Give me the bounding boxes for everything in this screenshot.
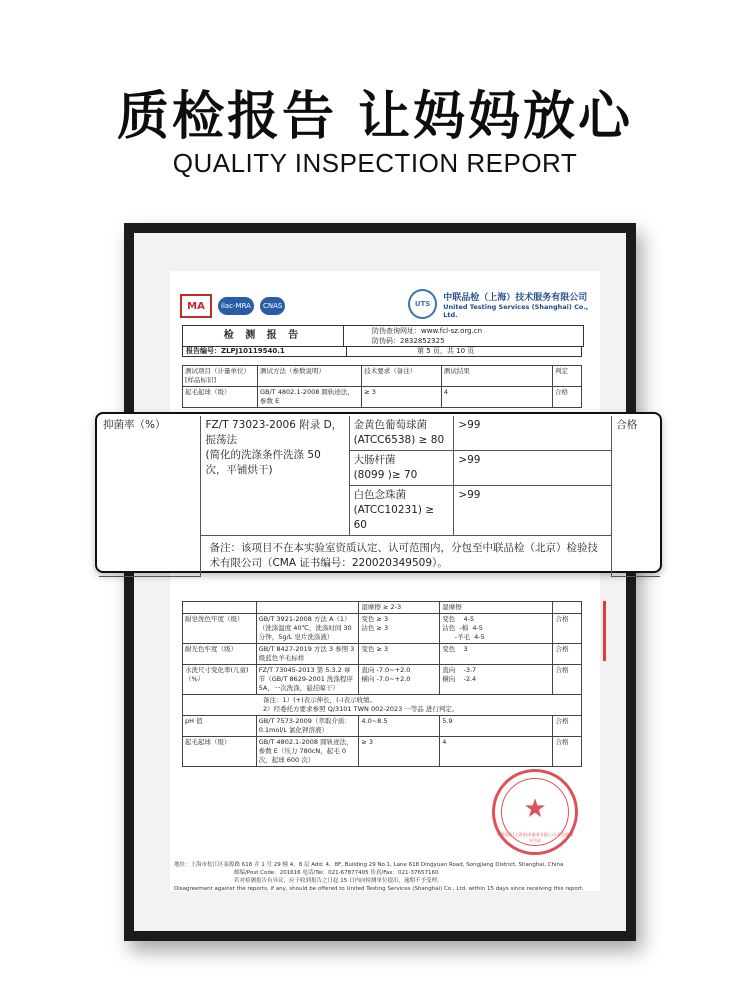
bacteria-result: >99 (454, 416, 612, 451)
table-cell: ≥ 3 (362, 387, 442, 408)
report-number-row (182, 346, 582, 357)
col-header: 测试方法（参数说明） (258, 366, 362, 387)
table-cell: 起毛起球（级） (183, 387, 258, 408)
seal-star-icon: ★ (523, 794, 547, 824)
callout-method: FZ/T 73023-2006 附录 D，振荡法 (简化的洗涤条件洗涤 50 次，平铺烘干) (201, 416, 349, 536)
table-cell: 直向 -3.7 横向 -2.4 (440, 665, 553, 695)
table-cell: 合格 (553, 716, 582, 737)
bacteria-req: (ATCC6538) ≥ 80 (353, 434, 445, 446)
report-footer (174, 861, 602, 893)
table-row (183, 644, 582, 665)
accreditation-logos (180, 291, 285, 321)
table-row (183, 665, 582, 695)
table-cell: 变色 4-5 沾色 -棉 4-5 -羊毛 4-5 (440, 614, 553, 644)
bacteria-result: >99 (454, 486, 612, 536)
report-title-box (182, 325, 584, 347)
table-cell: 变色 ≥ 3 沾色 ≥ 3 (359, 614, 440, 644)
bacteria-result: >99 (454, 451, 612, 486)
ilac-logo: ilac-MRA (218, 297, 254, 315)
table-cell: 耐皂洗色牢度（级） (183, 614, 257, 644)
frame-mat (134, 233, 626, 931)
bacteria-name: 白色念珠菌 (353, 489, 407, 501)
table-cell: 4 (440, 737, 553, 767)
table-cell: 变色 ≥ 3 (359, 644, 440, 665)
verify-site: 防伪查询网址：www.fcl-sz.org.cn (372, 327, 483, 335)
seal-text: 中联品检(上海)技术服务有限公司 检验检测专用章 (496, 832, 574, 843)
report-table-top (182, 365, 582, 408)
table-cell (553, 602, 582, 614)
photo-frame (124, 223, 636, 941)
official-seal (492, 769, 578, 855)
table-cell: GB/T 8427-2019 方法 3 参照 3 级蓝色羊毛标样 (256, 644, 359, 665)
table-cell: 湿摩擦 (440, 602, 553, 614)
table-cell: 合格 (553, 614, 582, 644)
org-header (408, 289, 600, 319)
table-cell: 合格 (553, 644, 582, 665)
table-cell: GB/T 3921-2008 方法 A（1）（洗涤温度 40℃，洗涤时间 30 分钟，5g/L 皂片洗涤液） (256, 614, 359, 644)
org-name-en: United Testing Services (Shanghai) Co., Ltd. (443, 302, 589, 319)
table-row (183, 737, 582, 767)
bacteria-req: (ATCC10231) ≥ 60 (353, 504, 435, 531)
table-row (183, 614, 582, 644)
table-row (183, 387, 582, 408)
table-cell: FZ/T 73045-2013 第 5.3.2 章节（GB/T 8629-2001 洗涤程序 5A，一次洗涤，悬挂晾干） (256, 665, 359, 695)
table-cell: 起毛起球（级） (183, 737, 257, 767)
wash-note: 备注：1）(+)表示伸长，(-)表示收缩。 2）经委托方要求参照 Q/3101 TWN 002-2023 一等品 进行判定。 (183, 695, 582, 716)
footer-line: Disagreement against the reports, if any, should be offered to United Testing Services (Shanghai) Co., Ltd. within 15 days since receiving this report. (174, 886, 584, 892)
report-title: 检 测 报 告 (183, 326, 344, 346)
report-number: 报告编号：ZLPJ10119540.1 (182, 346, 347, 357)
col-header: 技术要求（备注） (362, 366, 442, 387)
footer-line: 地址：上海市松江区泰源路 618 弄 1 号 29 幢 4、8 层 Add: 4、8F, Building 29 No.1, Lane 618 Dingyuan Road, Songjiang District, Shanghai, China (174, 862, 564, 868)
table-cell: 5.9 (440, 716, 553, 737)
table-cell: GB/T 4802.1-2008 圆轨迹法，参数 E (258, 387, 362, 408)
bacteria-cell (349, 486, 454, 536)
bacteria-req: (8099 )≥ 70 (353, 469, 418, 481)
table-cell: 4.0~8.5 (359, 716, 440, 737)
table-header-row (183, 366, 582, 387)
cnas-logo: CNAS (260, 297, 285, 315)
antibacterial-callout (95, 412, 662, 573)
verify-code: 防伪码：2832852325 (372, 337, 445, 345)
footer-line: 若对检测报告有异议，应于收到报告之日起 15 日内向检测单位提出，逾期不予受理。 (234, 878, 443, 884)
page-info: 第 5 页，共 10 页 (347, 346, 582, 357)
table-cell: GB/T 4802.1-2008 圆轨迹法，参数 E（压力 780cN，起毛 0 次，起球 600 次） (256, 737, 359, 767)
table-cell: 合格 (553, 387, 582, 408)
table-cell: 合格 (553, 737, 582, 767)
report-sheet (170, 271, 600, 891)
bacteria-name: 大肠杆菌 (353, 454, 396, 466)
col-header: 测试项目（计量单位）[样品标识] (183, 366, 258, 387)
callout-verdict: 合格 (612, 416, 660, 576)
table-cell: pH 值 (183, 716, 257, 737)
org-name-cn: 中联品检（上海）技术服务有限公司 (443, 292, 588, 303)
bacteria-name: 金黄色葡萄球菌 (353, 419, 428, 431)
table-row (183, 602, 582, 614)
table-cell: 合格 (553, 665, 582, 695)
table-cell: ≥ 3 (359, 737, 440, 767)
table-cell: 水洗尺寸变化率(儿童)（%） (183, 665, 257, 695)
footer-line: 邮编/Post Code：201616 电话/Tel：021-67877405 传真/Fax：021-37657160 (234, 870, 439, 876)
table-cell (183, 602, 257, 614)
callout-note: 备注：该项目不在本实验室资质认定、认可范围内，分包至中联品检（北京）检验技术有限公司（CMA 证书编号：220020349509）。 (201, 536, 612, 577)
ma-logo: MA (180, 294, 212, 318)
table-row (183, 716, 582, 737)
bacteria-cell (349, 416, 454, 451)
table-cell: 4 (441, 387, 552, 408)
table-cell: 湿摩擦 ≥ 2-3 (359, 602, 440, 614)
table-cell: 直向 -7.0~+2.0 横向 -7.0~+2.0 (359, 665, 440, 695)
headline-cn: 质检报告 让妈妈放心 (116, 87, 634, 147)
table-cell: 耐光色牢度（级） (183, 644, 257, 665)
uts-logo: UTS (408, 289, 437, 319)
col-header: 判定 (553, 366, 582, 387)
red-edge-mark (603, 601, 606, 661)
col-header: 测试结果 (441, 366, 552, 387)
table-cell: 变色 3 (440, 644, 553, 665)
table-row (99, 416, 660, 451)
report-table-bottom (182, 601, 582, 767)
table-cell (256, 602, 359, 614)
headline-en: QUALITY INSPECTION REPORT (172, 148, 578, 178)
callout-item: 抑菌率（%） (99, 416, 201, 576)
table-cell: GB/T 7573-2009（萃取介质：0.1mol/L 氯化钾溶液） (256, 716, 359, 737)
bacteria-cell (349, 451, 454, 486)
note-row (183, 695, 582, 716)
callout-table (99, 416, 660, 577)
